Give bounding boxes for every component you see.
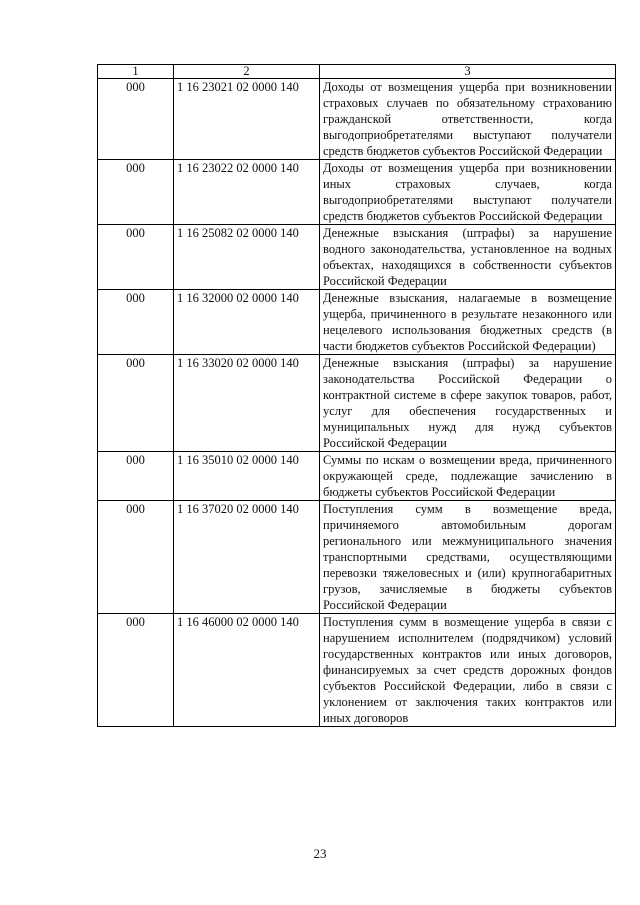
admin-code-cell: 000 <box>98 614 174 727</box>
income-codes-table <box>97 64 616 727</box>
column-header-3: 3 <box>320 65 616 79</box>
description-cell: Денежные взыскания, налагаемые в возмещение ущерба, причиненного в результате незаконного или нецелевого использования бюджетных средств (в части бюджетов субъектов Российской Федерации) <box>320 290 616 355</box>
description-cell: Поступления сумм в возмещение вреда, причиняемого автомобильным дорогам регионального или межмуниципального значения транспортными средствами, осуществляющими перевозки тяжеловесных и (или) крупногабаритных грузов, зачисляемые в бюджеты субъектов Российской Федерации <box>320 501 616 614</box>
description-cell: Доходы от возмещения ущерба при возникновении иных страховых случаев, когда выгодоприобретателями выступают получатели средств бюджетов субъектов Российской Федерации <box>320 160 616 225</box>
table-row <box>98 452 616 501</box>
admin-code-cell: 000 <box>98 225 174 290</box>
table-header-row <box>98 65 616 79</box>
table-row <box>98 290 616 355</box>
description-cell: Доходы от возмещения ущерба при возникновении страховых случаев по обязательному страхованию гражданской ответственности, когда выгодоприобретателями выступают получатели средств бюджетов субъектов Российской Федерации <box>320 79 616 160</box>
table-row <box>98 225 616 290</box>
description-cell: Денежные взыскания (штрафы) за нарушение законодательства Российской Федерации о контрактной системе в сфере закупок товаров, работ, услуг для обеспечения государственных и муниципальных нужд для нужд субъектов Российской Федерации <box>320 355 616 452</box>
admin-code-cell: 000 <box>98 290 174 355</box>
description-cell: Суммы по искам о возмещении вреда, причиненного окружающей среде, подлежащие зачислению в бюджеты субъектов Российской Федерации <box>320 452 616 501</box>
admin-code-cell: 000 <box>98 501 174 614</box>
income-code-cell: 1 16 32000 02 0000 140 <box>174 290 320 355</box>
income-code-cell: 1 16 35010 02 0000 140 <box>174 452 320 501</box>
table-row <box>98 79 616 160</box>
income-code-cell: 1 16 23021 02 0000 140 <box>174 79 320 160</box>
income-code-cell: 1 16 23022 02 0000 140 <box>174 160 320 225</box>
income-code-cell: 1 16 46000 02 0000 140 <box>174 614 320 727</box>
page-number: 23 <box>313 846 327 861</box>
table-row <box>98 355 616 452</box>
description-cell: Поступления сумм в возмещение ущерба в связи с нарушением исполнителем (подрядчиком) условий государственных контрактов или иных договоров, финансируемых за счет средств дорожных фондов субъектов Российской Федерации, либо в связи с уклонением от заключения таких контрактов или иных договоров <box>320 614 616 727</box>
table-row <box>98 614 616 727</box>
income-code-cell: 1 16 25082 02 0000 140 <box>174 225 320 290</box>
admin-code-cell: 000 <box>98 79 174 160</box>
income-code-cell: 1 16 37020 02 0000 140 <box>174 501 320 614</box>
admin-code-cell: 000 <box>98 355 174 452</box>
admin-code-cell: 000 <box>98 160 174 225</box>
income-code-cell: 1 16 33020 02 0000 140 <box>174 355 320 452</box>
table-row <box>98 501 616 614</box>
description-cell: Денежные взыскания (штрафы) за нарушение водного законодательства, установленное на водных объектах, находящихся в собственности субъектов Российской Федерации <box>320 225 616 290</box>
column-header-1: 1 <box>98 65 174 79</box>
column-header-2: 2 <box>174 65 320 79</box>
admin-code-cell: 000 <box>98 452 174 501</box>
table-row <box>98 160 616 225</box>
